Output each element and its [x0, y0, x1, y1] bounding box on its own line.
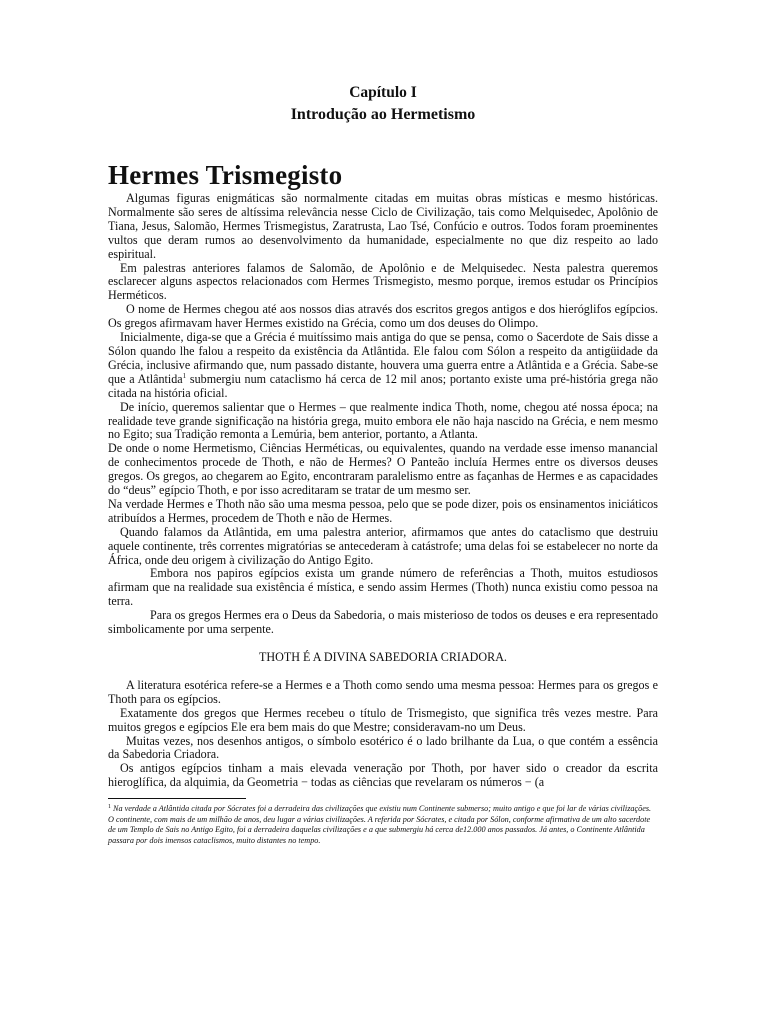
footnote [108, 802, 658, 846]
document-page [108, 82, 658, 846]
paragraph: De onde o nome Hermetismo, Ciências Herméticas, ou equivalentes, quando na verdade esse imenso manancial de conhecimentos procede de Thoth, e não de Hermes? O Panteão incluía Hermes entre os diversos deuses gregos. Os gregos, ao chegarem ao Egito, encontraram paralelismo entre as façanhas de Hermes e as capacidades do “deus” egípcio Thoth, e por isso acreditaram se tratar de um mesmo ser. [108, 441, 658, 498]
footnote-mark: 1 [108, 804, 111, 811]
paragraph: Para os gregos Hermes era o Deus da Sabedoria, o mais misterioso de todos os deuses e era representado simbolicamente por uma serpente. [108, 608, 658, 637]
paragraph: De início, queremos salientar que o Hermes – que realmente indica Thoth, nome, chegou até nossa época; na realidade teve grande significação na história grega, muito embora ele não haja nascido na Grécia, e nem mesmo no Egito; sua Tradição remonta a Lemúria, bem anterior, portanto, a Atlanta. [108, 399, 658, 442]
paragraph: Quando falamos da Atlântida, em uma palestra anterior, afirmamos que antes do cataclismo que destruiu aquele continente, três correntes migratórias se antecederam à catástrofe; uma delas foi se estabelecer no norte da África, onde deu origem à civilização do Antigo Egito. [108, 524, 658, 567]
paragraph: Na verdade Hermes e Thoth não são uma mesma pessoa, pelo que se pode dizer, pois os ensinamentos iniciáticos atribuídos a Hermes, procedem de Thoth e não de Hermes. [108, 496, 658, 525]
paragraph: Os antigos egípcios tinham a mais elevada veneração por Thoth, por haver sido o creador da escrita hieroglífica, da alquimia, da Geometria − todas as ciências que revelaram os números − (a [108, 761, 658, 790]
paragraph-with-footnote-ref [108, 331, 658, 401]
chapter-label: Capítulo I [349, 84, 417, 101]
paragraph: Em palestras anteriores falamos de Salomão, de Apolônio e de Melquisedec. Nesta palestra queremos esclarecer alguns aspectos relacionados com Hermes Trismegisto, mesmo porque, iremos estudar os Princípios Herméticos. [108, 260, 658, 303]
paragraph: Algumas figuras enigmáticas são normalmente citadas em muitas obras místicas e mesmo históricas. Normalmente são seres de altíssima relevância nesse Ciclo de Civilização, tais como Melquisedec, Apolônio de Tiana, Jesus, Salomão, Hermes Trismegistus, Zaratrusta, Lao Tsé, Confúcio e outros. Todos foram proeminentes vultos que deram rumos ao desenvolvimento da humanidade, especialmente no que diz respeito ao lado espiritual. [108, 191, 658, 261]
footnote-reference: 1 [182, 371, 187, 380]
paragraph: Embora nos papiros egípcios exista um grande número de referências a Thoth, muitos estudiosos afirmam que na realidade sua existência é mística, e sendo assim Hermes (Thoth) nunca existiu como pessoa na terra. [108, 566, 658, 609]
paragraph: Exatamente dos gregos que Hermes recebeu o título de Trismegisto, que significa três vezes mestre. Para muitos gregos e egípcios Ele era bem mais do que Mestre; consideravam-no um Deus. [108, 705, 658, 734]
paragraph: A literatura esotérica refere-se a Hermes e a Thoth como sendo uma mesma pessoa: Hermes para os gregos e Thoth para os egípcios. [108, 677, 658, 706]
paragraph-text: submergiu num cataclismo há cerca de 12 mil anos; portanto existe uma pré-história grega não citada na história oficial. [108, 371, 658, 400]
paragraph: Muitas vezes, nos desenhos antigos, o símbolo esotérico é o lado brilhante da Lua, o que contém a essência da Sabedoria Criadora. [108, 733, 658, 762]
paragraph-text: Inicialmente, diga-se que a Grécia é muitíssimo mais antiga do que se pensa, como o Sacerdote de Sais disse a Sólon quando lhe falou a respeito da existência da Atlântida. Ele falou com Sólon a respeito da antigüidade da Grécia, inclusive afirmando que, num passado distante, houvera uma guerra entre a Atlântida e a Grécia. Sabe-se que a Atlântida [108, 330, 658, 386]
section-subheading: THOTH É A DIVINA SABEDORIA CRIADORA. [259, 650, 507, 664]
footnote-text: Na verdade a Atlântida citada por Sócrates foi a derradeira das civilizações que existiu num Continente submerso; muito antigo e que foi lar de várias civilizações. O continente, com mais de um milhão de anos, deu lugar a várias civilizações. A referida por Sócrates, e citada por Sólon, conforme afirmativa de um alto sacerdote de um Templo de Sais no Antigo Egito, foi a derradeira daquelas civilizações e a que submergiu há cerca de12.000 anos passados. Já antes, o Continente Atlântida passara por dois imensos cataclismos, muito distantes no tempo. [108, 804, 652, 845]
chapter-title: Introdução ao Hermetismo [290, 106, 476, 123]
footnote-divider [108, 798, 246, 799]
main-heading: Hermes Trismegisto [108, 160, 343, 190]
paragraph: O nome de Hermes chegou até aos nossos dias através dos escritos gregos antigos e dos hieróglifos egípcios. Os gregos afirmavam haver Hermes existido na Grécia, como um dos deuses do Olimpo. [108, 302, 658, 331]
body-text [108, 192, 658, 790]
